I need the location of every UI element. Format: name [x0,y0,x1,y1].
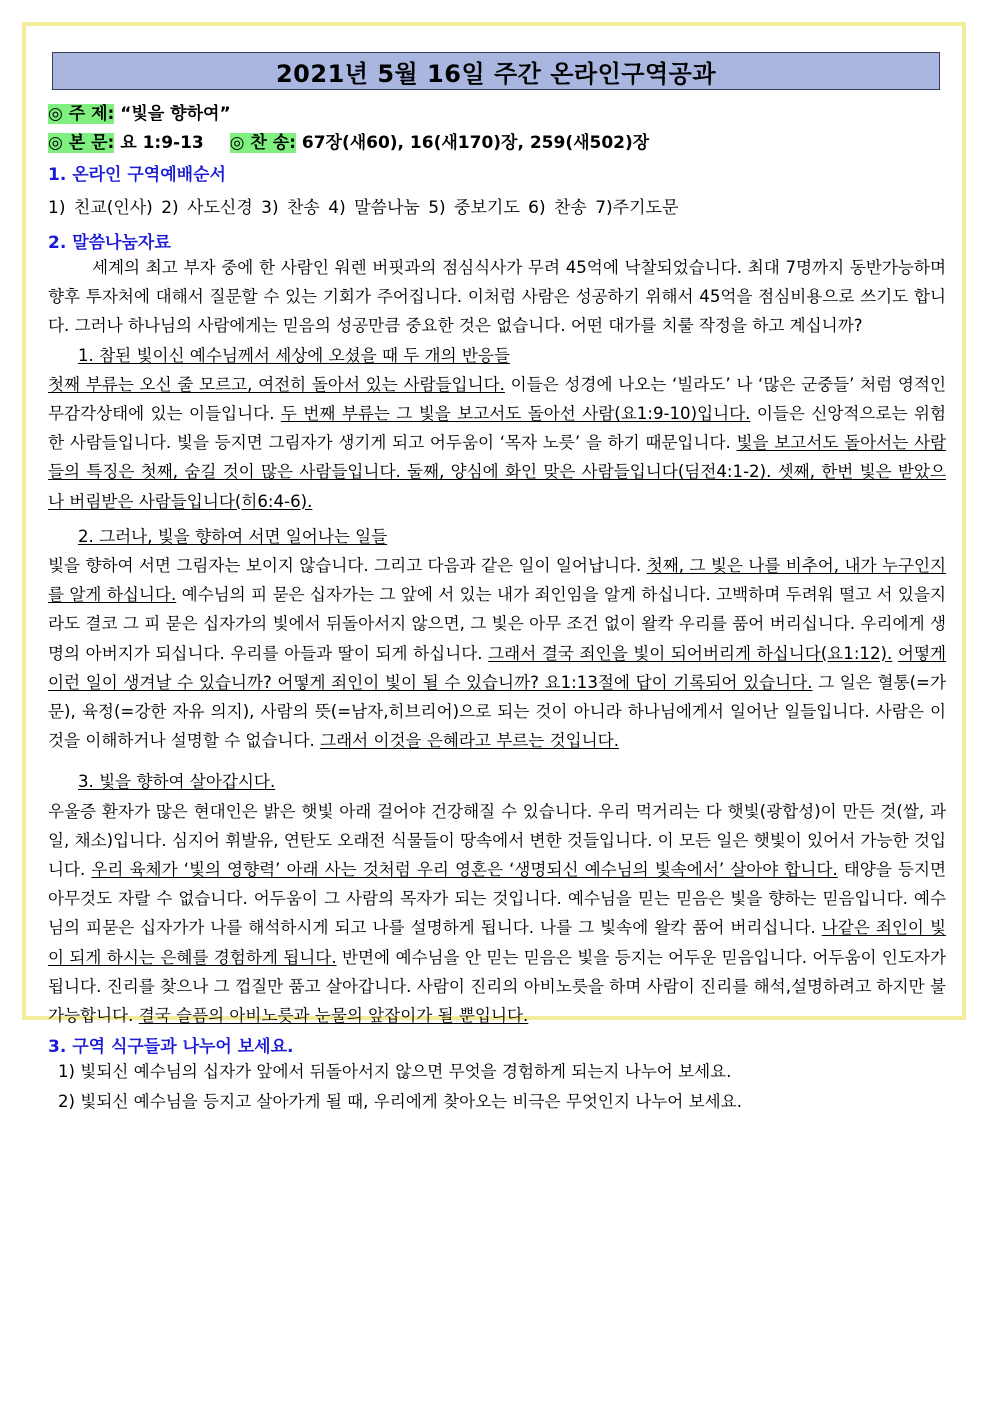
point3-a: 우울증 환자가 많은 현대인은 밝은 햇빛 아래 걸어야 건강해질 수 있습니다. 우리 먹거리는 다 햇빛(광합성)이 만든 것(쌀, 과일, 채소)입니다. 심지어 휘발유, 연탄도 오래전 식물들이 땅속에서 변한 것들입니다. 이 모든 일은 햇빛이 있어서 가능한 것입니다. [48,801,946,880]
point2-b: 첫째, 그 빛은 나를 비추어, 내가 누구인지를 알게 하십니다. [48,556,947,605]
point2-g: 그 일은 혈통(=가문), 육정(=강한 자유 의지), 사람의 뜻(=남자,히브리어)으로 되는 것이 아니라 하나님에게서 일어난 일들입니다. 사람은 이것을 이해하거나 설명할 수 없습니다. [48,672,946,751]
hymn-label: ◎ 찬 송: [229,133,296,153]
point1-paragraph [48,370,946,516]
point3-c: 태양을 등지면 아무것도 자랄 수 없습니다. 어두움이 그 사람의 목자가 되는 것입니다. 예수님을 믿는 믿음은 빛을 향하는 믿음입니다. 예수님의 피묻은 십자가가 나를 해석하시게 되고 나를 설명하게 됩니다. 나를 그 빛속에 왈칵 품어 버리십니다. [48,860,947,938]
point2-title-text: 2. 그러나, 빛을 향하여 서면 일어나는 일들 [78,526,388,546]
point3-title-text: 3. 빛을 향하여 살아갑시다. [78,772,276,792]
section1-heading: 1. 온라인 구역예배순서 [48,165,226,185]
section3-heading: 3. 구역 식구들과 나누어 보세요. [48,1037,294,1058]
point1-e: 빛을 보고서도 돌아서는 사람들의 특징은 첫째, 숨길 것이 많은 사람들입니다. 둘째, 양심에 화인 맞은 사람들입니다(딤전4:1-2). 셋째, 한번 빛은 받았으나 버림받은 사람들입니다(히6:4-6). [48,433,946,511]
point1-c: 두 번째 부류는 그 빛을 보고서도 돌아선 사람(요1:9-10)입니다. [280,404,751,424]
point3-e: 반면에 예수님을 안 믿는 믿음은 빛을 등지는 어두운 믿음입니다. 어두움이 인도자가 됩니다. 진리를 찾으나 그 껍질만 품고 살아갑니다. 사람이 진리의 아비노릇을 하며 사람이 진리를 해석,설명하려고 하지만 불가능합니다. [48,947,946,1026]
text-label: ◎ 본 문: [48,133,115,153]
point2-c: 예수님의 피 묻은 십자가는 그 앞에 서 있는 내가 죄인임을 알게 하십니다. 고백하며 두려워 떨고 서 있을지라도 결코 그 피 묻은 십자가의 빛에서 뒤돌아서지 않으면, 그 빛은 아무 조건 없이 왈칵 우리를 품어 버리십니다. 우리에게 생명의 아버지가 되십니다. 우리를 아들과 딸이 되게 하십니다. [48,585,946,663]
title-box [52,52,940,90]
section2-heading: 2. 말씀나눔자료 [48,233,171,253]
page-title: 2021년 5월 16일 주간 온라인구역공과 [275,59,717,88]
point2-f: 어떻게 이런 일이 생겨날 수 있습니까? 어떻게 죄인이 빛이 될 수 있습니까? 요1:13절에 답이 기록되어 있습니다. [48,643,947,692]
point3-paragraph [48,797,946,1031]
question-1: 1) 빛되신 예수님의 십자가 앞에서 뒤돌아서지 않으면 무엇을 경험하게 되는지 나누어 보세요. [58,1062,732,1082]
question-2: 2) 빛되신 예수님을 등지고 살아가게 될 때, 우리에게 찾아오는 비극은 무엇인지 나누어 보세요. [58,1092,742,1112]
point2-a: 빛을 향하여 서면 그림자는 보이지 않습니다. 그리고 다음과 같은 일이 일어납니다. [48,556,647,576]
point1-b: 이들은 성경에 나오는 ‘빌라도’ 나 ‘많은 군중들’ 처럼 영적인 무감각상태에 있는 이들입니다. [48,374,946,424]
point1-d: 이들은 신앙적으로는 위험한 사람들입니다. 빛을 등지면 그림자가 생기게 되고 어두움이 ‘목자 노릇’ 을 하기 때문입니다. [48,404,946,453]
point3-d: 나같은 죄인이 빛이 되게 하시는 은혜를 경험하게 됩니다. [48,918,946,967]
point3-title [48,767,946,796]
theme-label: ◎ 주 제: [48,104,115,124]
point1-title-text: 1. 참된 빛이신 예수님께서 세상에 오셨을 때 두 개의 반응들 [78,345,510,365]
text-value: 요 1:9-13 [120,133,204,153]
content [48,100,946,1117]
point2-d: 그래서 결국 죄인을 빛이 되어버리게 하십니다(요1:12). [488,643,893,663]
point2-title [48,522,946,551]
point1-a: 첫째 부류는 오신 줄 모르고, 여전히 돌아서 있는 사람들입니다. [48,374,505,394]
point3-b: 우리 육체가 ‘빛의 영향력’ 아래 사는 것처럼 우리 영혼은 ‘생명되신 예수님의 빛속에서’ 살아야 합니다. [91,860,838,880]
hymn-value: 67장(새60), 16(새170)장, 259(새502)장 [301,133,650,153]
theme-value: “빛을 향하여” [120,104,231,124]
worship-order: 1) 친교(인사) 2) 사도신경 3) 찬송 4) 말씀나눔 5) 중보기도 6) 찬송 7)주기도문 [48,198,679,218]
intro-paragraph: 세계의 최고 부자 중에 한 사람인 워렌 버핏과의 점심식사가 무려 45억에 낙찰되었습니다. 최대 7명까지 동반가능하며 향후 투자처에 대해서 질문할 수 있는 기회가 주어집니다. 이처럼 사람은 성공하기 위해서 45억을 점심비용으로 쓰기도 합니다. 그러나 하나님의 사람에게는 믿음의 성공만큼 중요한 것은 없습니다. 어떤 대가를 치룰 작정을 하고 계십니까? [48,258,946,336]
point3-f: 결국 슬픔의 아비노릇과 눈물의 앞잡이가 될 뿐입니다. [138,1006,529,1026]
meta-theme-row [48,100,946,129]
point2-h: 그래서 이것을 은혜라고 부르는 것입니다. [320,731,619,751]
point1-title [48,341,946,370]
point2-paragraph [48,551,946,755]
meta-text-row [48,129,946,158]
